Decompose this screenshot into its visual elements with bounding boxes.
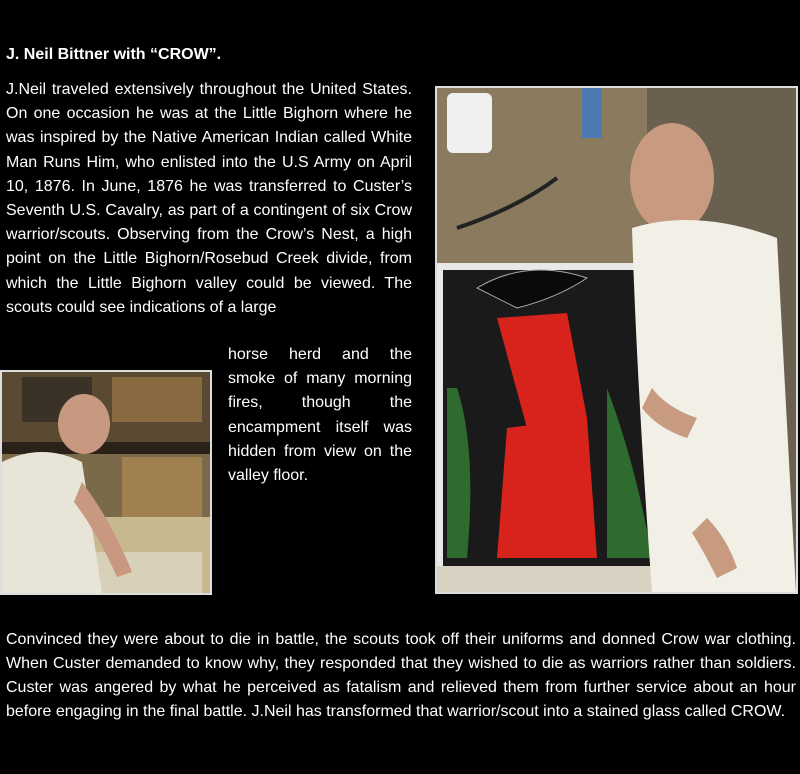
photo-stained-glass-crow xyxy=(435,86,798,594)
closing-paragraph: Convinced they were about to die in battle, the scouts took off their uniforms and donned Crow war clothing. When Custer demanded to know why, they responded that they wished to die as warriors rather than soldiers. Custer was angered by what he perceived as fatalism and relieved them from further service about an hour before engaging in the final battle. J.Neil has transformed that warrior/scout into a stained glass called CROW. xyxy=(6,631,796,720)
photo-artist-at-work xyxy=(0,370,212,595)
intro-paragraph: J.Neil traveled extensively throughout the United States. On one occasion he was at the Little Bighorn where he was inspired by the Native American Indian called White Man Runs Him, who enlisted into the U.S Army on April 10, 1876. In June, 1876 he was transferred to Custer’s Seventh U.S. Cavalry, as part of a contingent of six Crow warrior/scouts. Observing from the Crow’s Nest, a high point on the Little Bighorn/Rosebud Creek divide, from which the Little Bighorn valley could be viewed. The scouts could see indications of a large xyxy=(6,81,412,316)
article-heading: J. Neil Bittner with “CROW”. xyxy=(6,46,222,63)
intro-paragraph-continued: horse herd and the smoke of many morning fires, though the encampment itself was hidden from view on the valley floor. xyxy=(228,346,412,485)
